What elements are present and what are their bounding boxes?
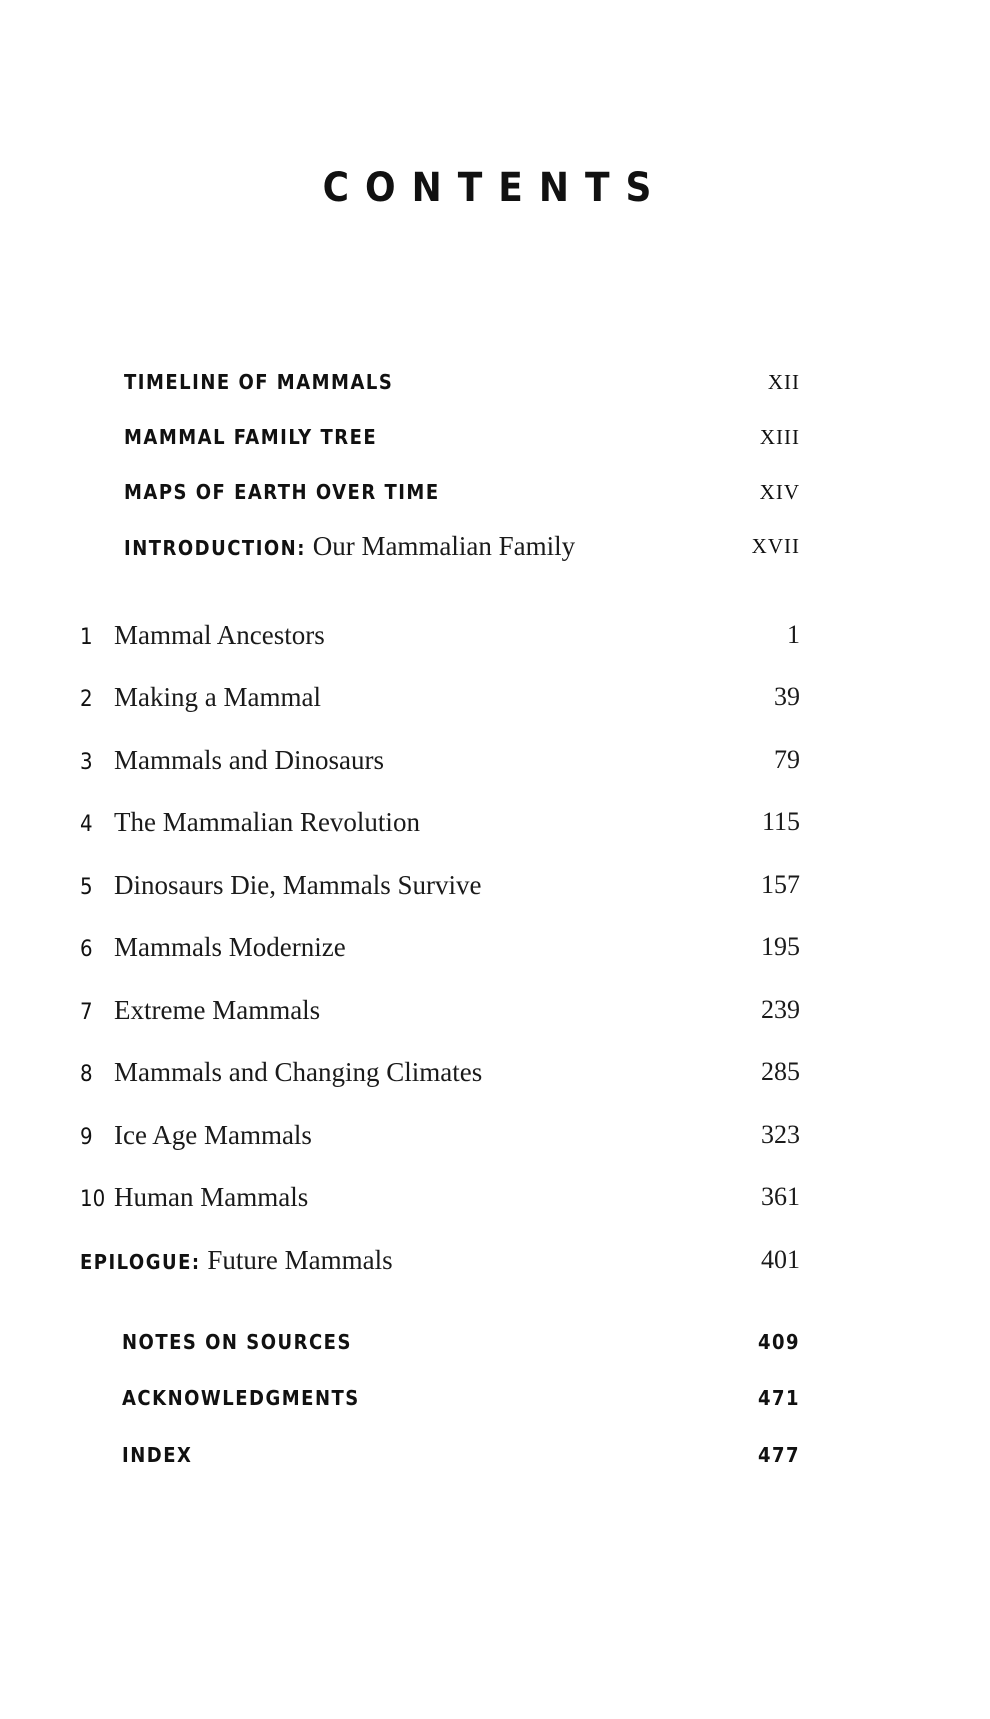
toc-entry-label: MAPS OF EARTH OVER TIME [124,480,440,504]
toc-page-number: 157 [761,870,800,899]
chapter-title: The Mammalian Revolution [114,807,420,837]
toc-entry-introduction[interactable] [0,526,990,566]
toc-entry-acknowledgments[interactable] [0,1378,990,1418]
chapter-title: Dinosaurs Die, Mammals Survive [114,870,482,900]
toc-entry-label: TIMELINE OF MAMMALS [124,370,394,394]
chapter-title: Mammals and Dinosaurs [114,745,384,775]
toc-chapter-10[interactable] [0,1177,990,1217]
toc-page-number: 79 [774,745,800,774]
toc-page-number: 239 [761,995,800,1024]
toc-chapter-2[interactable] [0,677,990,717]
chapter-number: 5 [80,875,93,900]
page-title: CONTENTS [322,165,668,211]
chapter-title: Mammal Ancestors [114,620,325,650]
chapter-title: Mammals and Changing Climates [114,1057,483,1087]
toc-page-number: 471 [757,1386,800,1410]
chapter-number: 4 [80,812,93,837]
chapter-number: 3 [80,750,93,775]
toc-page-number: 477 [757,1443,800,1467]
chapter-number: 1 [80,625,93,650]
chapter-number: 7 [80,1000,93,1025]
toc-entry-notes[interactable] [0,1322,990,1362]
toc-page-number: 285 [761,1057,800,1086]
toc-page-number: XIII [759,425,800,449]
toc-entry-label: MAMMAL FAMILY TREE [124,425,378,449]
toc-chapter-6[interactable] [0,927,990,967]
toc-page-number: 1 [787,620,800,649]
introduction-title: Our Mammalian Family [305,531,576,561]
toc-page-number: XII [767,370,800,394]
toc-page-number: 409 [757,1330,800,1354]
toc-page-number: 39 [774,682,800,711]
toc-entry-family-tree[interactable] [0,417,990,457]
introduction-prefix: INTRODUCTION: [124,536,306,560]
epilogue-title: Future Mammals [200,1245,393,1275]
toc-page-number: XIV [759,480,800,504]
chapter-title: Ice Age Mammals [114,1120,312,1150]
toc-entry-index[interactable] [0,1435,990,1475]
toc-entry-timeline[interactable] [0,362,990,402]
toc-entry-maps[interactable] [0,472,990,512]
toc-page-number: 361 [761,1182,800,1211]
toc-page-number: 401 [761,1245,800,1274]
chapter-number: 2 [80,687,93,712]
toc-entry-label: INDEX [122,1443,193,1467]
toc-chapter-1[interactable] [0,615,990,655]
toc-entry-label: ACKNOWLEDGMENTS [122,1386,360,1410]
toc-chapter-3[interactable] [0,740,990,780]
chapter-number: 8 [80,1062,93,1087]
epilogue-prefix: EPILOGUE: [80,1250,201,1274]
chapter-title: Extreme Mammals [114,995,321,1025]
chapter-number: 6 [80,937,93,962]
toc-page-number: 323 [761,1120,800,1149]
toc-chapter-4[interactable] [0,802,990,842]
toc-page-number: 195 [761,932,800,961]
toc-chapter-5[interactable] [0,865,990,905]
toc-page-number: 115 [761,807,800,836]
chapter-title: Human Mammals [114,1182,309,1212]
toc-chapter-8[interactable] [0,1052,990,1092]
toc-page-number: XVII [751,534,800,558]
toc-chapter-7[interactable] [0,990,990,1030]
toc-entry-epilogue[interactable] [0,1240,990,1280]
chapter-title: Mammals Modernize [114,932,346,962]
toc-chapter-9[interactable] [0,1115,990,1155]
chapter-number: 10 [80,1187,106,1212]
chapter-title: Making a Mammal [114,682,321,712]
chapter-number: 9 [80,1125,93,1150]
toc-entry-label: NOTES ON SOURCES [122,1330,352,1354]
